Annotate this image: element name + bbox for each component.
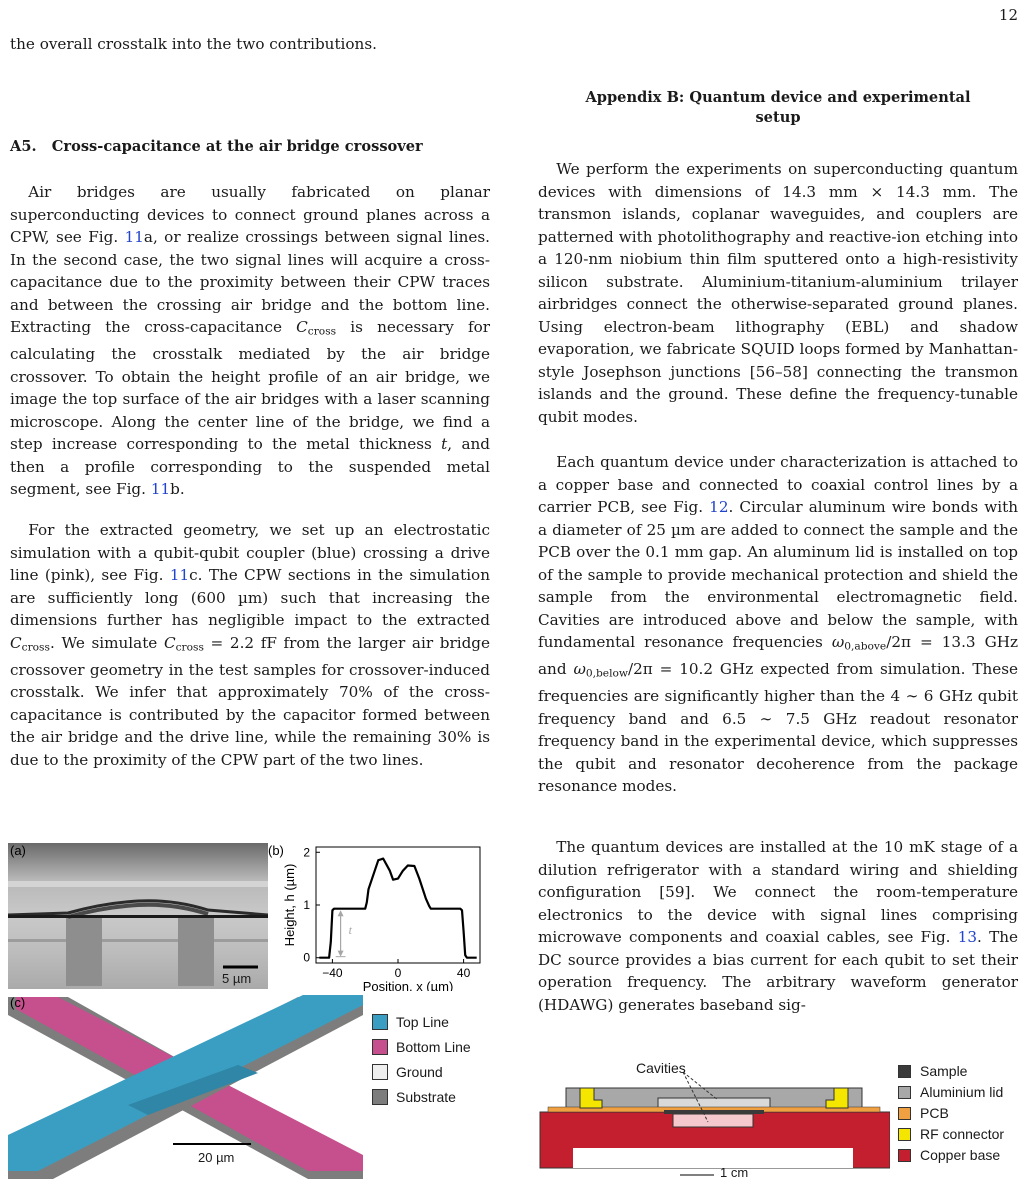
- cavities-label: Cavities: [636, 1060, 686, 1076]
- figure11-panel-b: [268, 843, 494, 991]
- legend-swatch-icon: [372, 1089, 388, 1105]
- legend-item: Bottom Line: [372, 1039, 471, 1055]
- figure-ref-link[interactable]: 11: [124, 228, 144, 246]
- legend-swatch-icon: [372, 1014, 388, 1030]
- legend-swatch-icon: [898, 1065, 911, 1078]
- scalebar-label: 20 µm: [198, 1150, 235, 1165]
- figure-ref-link[interactable]: 12: [709, 498, 729, 516]
- panel-c-label: (c): [10, 995, 26, 1010]
- page-number: 12: [998, 6, 1018, 24]
- scalebar-label: 1 cm: [720, 1165, 749, 1180]
- x-axis-label: Position, x (µm): [362, 979, 454, 991]
- y-axis-label: Height, h (µm): [282, 863, 297, 947]
- paragraph-package: Each quantum device under characterization is attached to a copper base and connected to coaxial control lines by a carrier PCB, see Fig. 12. Circular aluminum wire bonds with a diameter of 25 µm are added to connect the sample and the PCB over the 0.1 mm gap. An aluminum lid is installed on top of the sample to provide mechanical protection and shield the sample from the environmental electromagnetic field. Cavities are introduced above and below the sample, with fundamental resonance frequencies $\omega_{0,above}/2\pi = 13.3$ GHz and $\omega_{0,below}/2\pi = 10.2$ GHz expected from simulation. These frequencies are significantly higher than the 4 ∼ 6 GHz qubit frequency band and 6.5 ∼ 7.5 GHz readout resonator frequency band in the experimental device, which suppresses the qubit and resonator decoherence from the package resonance modes.: [538, 453, 1019, 796]
- figure-ref-link[interactable]: 11: [150, 480, 171, 499]
- legend-swatch-icon: [898, 1107, 911, 1120]
- arrow-head-top: [338, 910, 344, 916]
- figure12: [538, 1060, 1028, 1181]
- appendix-title: Appendix B: Quantum device and experimental setup: [585, 89, 971, 126]
- figure11-panel-c: [8, 995, 363, 1179]
- scalebar-label: 5 µm: [222, 971, 252, 986]
- package-cross-section: [538, 1060, 890, 1181]
- legend-swatch-icon: [898, 1149, 911, 1162]
- legend-item: Aluminium lid: [898, 1084, 1003, 1100]
- legend-item: Ground: [372, 1064, 443, 1080]
- legend-swatch-icon: [898, 1128, 911, 1141]
- arrow-head-bottom: [338, 951, 344, 957]
- paragraph-intro: the overall crosstalk into the two contributions.: [10, 35, 377, 53]
- legend-item: Sample: [898, 1063, 967, 1079]
- panel-a-label: (a): [10, 843, 26, 858]
- y-tick-label: 2: [303, 845, 310, 860]
- microscope-image: [8, 843, 268, 989]
- panel-b-label: (b): [268, 843, 284, 858]
- paragraph-setup: The quantum devices are installed at the 10 mK stage of a dilution refrigerator with a standard wiring and shielding configuration [59]. We connect the room-temperature electronics to the device with signal lines comprising microwave components and coaxial cables, see Fig. 13. The DC source provides a bias current for each qubit to set their operation frequency. The arbitrary waveform generator (HDAWG) generates baseband sig-: [538, 838, 1018, 1014]
- y-tick-label: 0: [303, 950, 310, 965]
- legend-swatch-icon: [898, 1086, 911, 1099]
- section-title: A5. Cross-capacitance at the air bridge crossover: [10, 138, 423, 155]
- legend-item: Substrate: [372, 1089, 456, 1105]
- paragraph-device: We perform the experiments on superconducting quantum devices with dimensions of 14.3 mm × 14.3 mm. The transmon islands, coplanar waveguides, and couplers are patterned with photolithography and reactive-ion etching into a 120-nm niobium thin film sputtered onto a high-resistivity silicon substrate. Aluminium-titanium-aluminium trilayer airbridges connect the otherwise-separated ground planes. Using electron-beam lithography (EBL) and shadow evaporation, we fabricate SQUID loops formed by Manhattan-style Josephson junctions [56–58] connecting the transmon islands and the ground. These define the frequency-tunable qubit modes.: [538, 160, 1018, 426]
- x-tick-label: 0: [394, 966, 402, 980]
- legend-swatch-icon: [372, 1039, 388, 1055]
- paragraph-air-bridges: Air bridges are usually fabricated on planar superconducting devices to connect ground planes across a CPW, see Fig. 11a, or realize crossings between signal lines. In the second case, the two signal lines will acquire a cross-capacitance due to the proximity between their CPW traces and between the crossing air bridge and the bottom line. Extracting the cross-capacitance $C_{cross}$ is necessary for calculating the crosstalk mediated by the air bridge crossover. To obtain the height profile of an air bridge, we image the top surface of the air bridges with a laser scanning microscope. Along the center line of the bridge, we find a step increase corresponding to the metal thickness t, and then a profile corresponding to the suspended metal segment, see Fig. 11b.: [10, 183, 491, 499]
- thickness-label: t: [348, 923, 352, 937]
- figure-ref-link[interactable]: 13: [957, 928, 978, 946]
- y-tick-label: 1: [303, 898, 310, 912]
- legend-item: RF connector: [898, 1126, 1004, 1142]
- legend-swatch-icon: [372, 1064, 388, 1080]
- legend-item: Copper base: [898, 1147, 1000, 1163]
- paragraph-simulation: For the extracted geometry, we set up an electrostatic simulation with a qubit-qubit coupler (blue) crossing a drive line (pink), see Fig. 11c. The CPW sections in the simulation are sufficiently long (600 µm) such that increasing the dimensions further has negligible impact to the extracted $C_{cross}$. We simulate $C_{cross} = 2.2$ fF from the larger air bridge crossover geometry in the test samples for crossover-induced crosstalk. We infer that approximately 70% of the cross-capacitance is contributed by the capacitor formed between the air bridge and the drive line, while the remaining 30% is due to the proximity of the CPW part of the two lines.: [10, 521, 490, 769]
- legend-item: Top Line: [372, 1014, 449, 1030]
- figure11-panel-a: [8, 843, 268, 989]
- height-profile-chart: [268, 843, 494, 991]
- figure-ref-link[interactable]: 11: [169, 566, 190, 584]
- crossover-rendering: [8, 995, 363, 1179]
- x-tick-label: −40: [322, 966, 343, 980]
- x-tick-label: 40: [456, 966, 471, 980]
- legend-item: PCB: [898, 1105, 949, 1121]
- series-line: [319, 859, 476, 958]
